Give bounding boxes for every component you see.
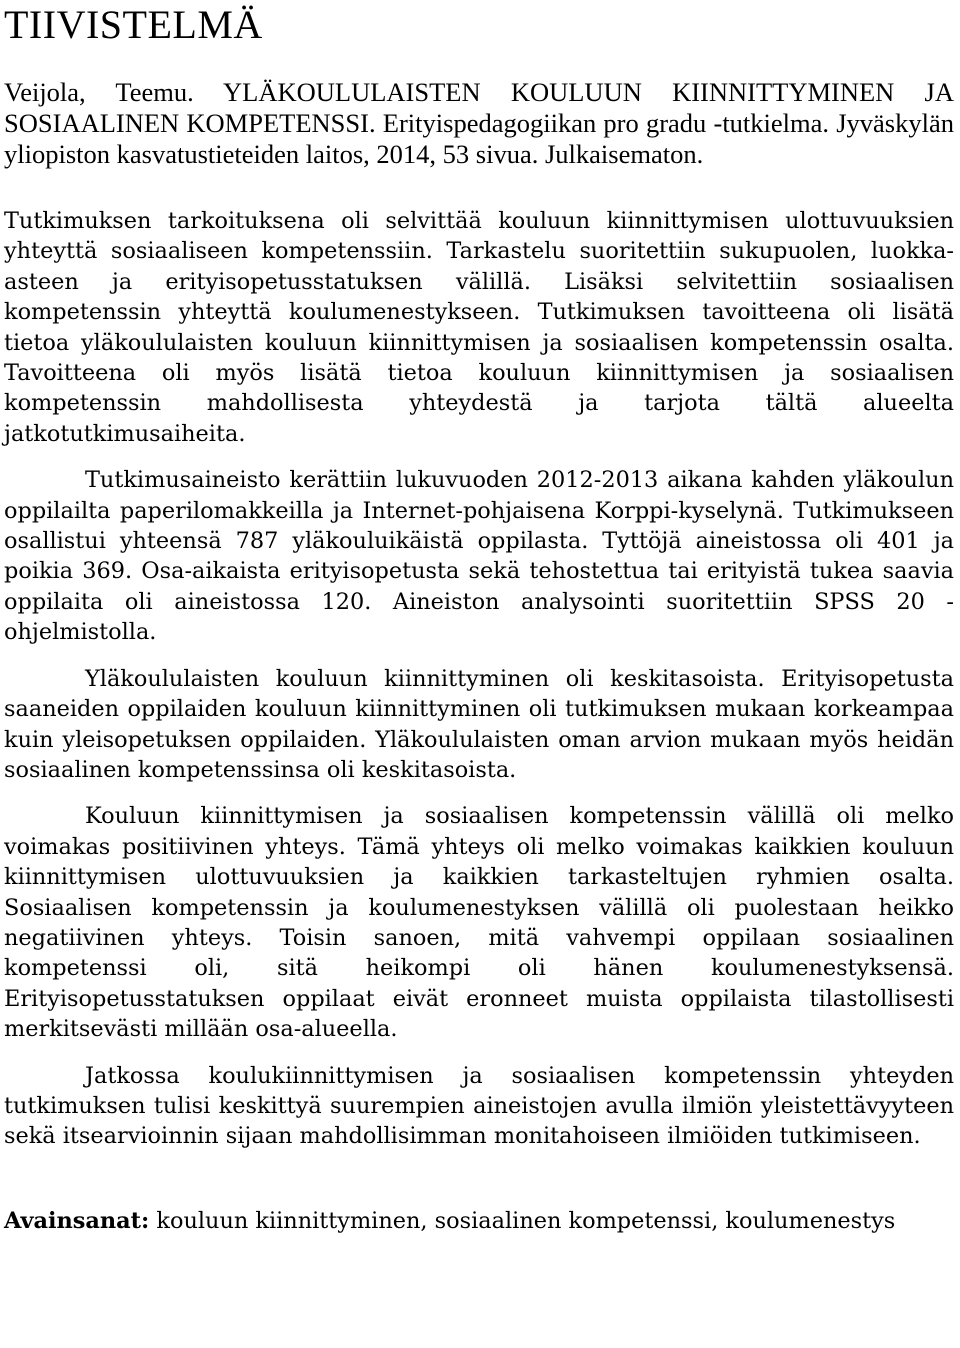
author-and-title: Veijola, Teemu. YLÄKOULULAISTEN KOULUUN KIINNITTYMINEN JA SOSIAALINEN KOMPETENSSI. <box>4 77 954 138</box>
publication-details: Erityispedagogiikan pro gradu -tutkielma. Jyväskylän yliopiston kasvatustieteiden laitos, 2014, 53 sivua. Julkaisematon. <box>4 108 954 169</box>
bibliographic-info <box>4 77 954 170</box>
abstract-paragraph-5: Jatkossa koulukiinnittymisen ja sosiaalisen kompetenssin yhteyden tutkimuksen tulisi keskittyä suurempien aineistojen avulla ilmiön yleistettävyyteen sekä itsearvioinnin sijaan mahdollisimman monitahoiseen ilmiöiden tutkimiseen. <box>4 1062 954 1150</box>
abstract-paragraph-1: Tutkimuksen tarkoituksena oli selvittää kouluun kiinnittymisen ulottuvuuksien yhteyttä sosiaaliseen kompetenssiin. Tarkastelu suoritettiin sukupuolen, luokka-asteen ja erityisopetusstatuksen välillä. Lisäksi selvitettiin sosiaalisen kompetenssin yhteyttä koulumenestykseen. Tutkimuksen tavoitteena oli lisätä tietoa yläkoululaisten kouluun kiinnittymisen ja sosiaalisen kompetenssin osalta. Tavoitteena oli myös lisätä tietoa kouluun kiinnittymisen ja sosiaalisen kompetenssin mahdollisesta yhteydestä ja tarjota tältä alueelta jatkotutkimusaiheita. <box>4 208 954 447</box>
abstract-paragraph-3: Yläkoululaisten kouluun kiinnittyminen oli keskitasoista. Erityisopetusta saaneiden oppilaiden kouluun kiinnittyminen oli tutkimuksen mukaan korkeampaa kuin yleisopetuksen oppilaiden. Yläkoululaisten oman arvion mukaan myös heidän sosiaalinen kompetenssinsa oli keskitasoista. <box>4 665 954 783</box>
abstract-paragraph-2: Tutkimusaineisto kerättiin lukuvuoden 2012-2013 aikana kahden yläkoulun oppilailta paperilomakkeilla ja Internet-pohjaisena Korppi-kyselynä. Tutkimukseen osallistui yhteensä 787 yläkouluikäistä oppilasta. Tyttöjä aineistossa oli 401 ja poikia 369. Osa-aikaista erityisopetusta sekä tehostettua tai erityistä tukea saavia oppilaita oli aineistossa 120. Aineiston analysointi suoritettiin SPSS 20 -ohjelmistolla. <box>4 467 954 646</box>
keywords-label: Avainsanat: <box>4 1207 150 1234</box>
keywords-values: kouluun kiinnittyminen, sosiaalinen kompetenssi, koulumenestys <box>156 1207 896 1234</box>
page-title: TIIVISTELMÄ <box>4 2 263 47</box>
keywords-section <box>4 1206 954 1236</box>
abstract-paragraph-4: Kouluun kiinnittymisen ja sosiaalisen kompetenssin välillä oli melko voimakas positiivinen yhteys. Tämä yhteys oli melko voimakas kaikkien kouluun kiinnittymisen ulottuvuuksien ja kaikkien tarkasteltujen ryhmien osalta. Sosiaalisen kompetenssin ja koulumenestyksen välillä oli puolestaan heikko negatiivinen yhteys. Toisin sanoen, mitä vahvempi oppilaan sosiaalinen kompetenssi oli, sitä heikompi oli hänen koulumenestyksensä. Erityisopetusstatuksen oppilaat eivät eronneet muista oppilaista tilastollisesti merkitsevästi millään osa-alueella. <box>4 803 954 1043</box>
